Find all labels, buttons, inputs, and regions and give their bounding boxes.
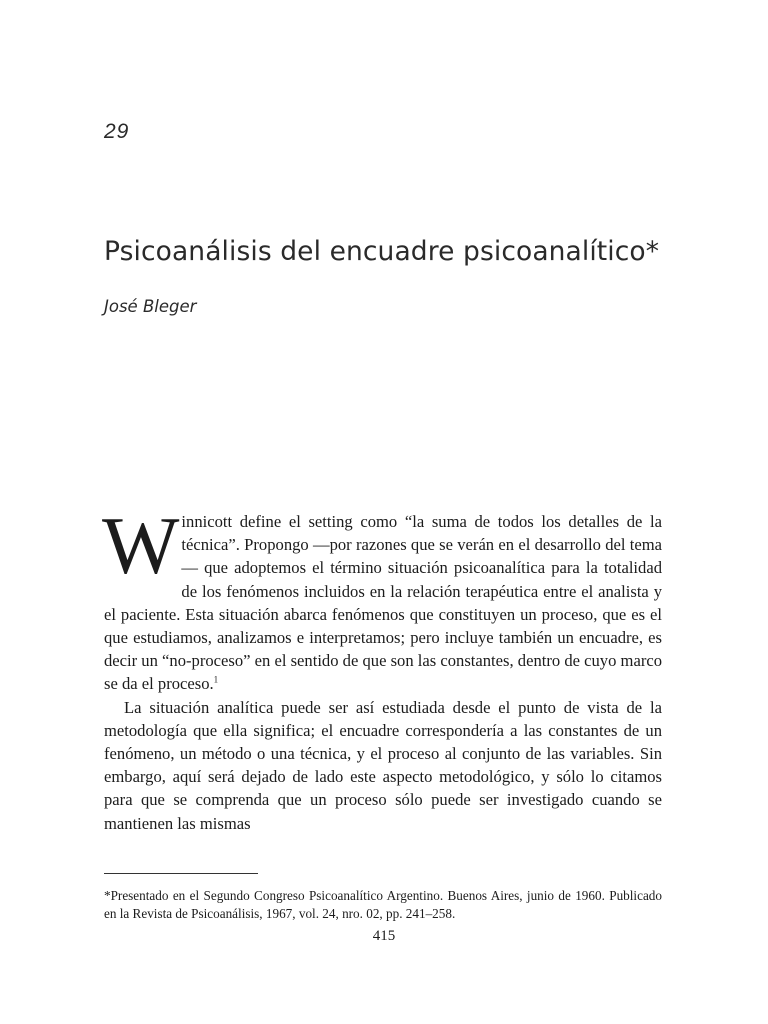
body-text xyxy=(102,500,663,835)
footnote-reference: 1 xyxy=(213,674,219,685)
paragraph-2: La situación analítica puede ser así estudiada desde el punto de vista de la metodología que ella significa; el encuadre correspondería a las constantes de un fenómeno, un método o una técnica, y el proceso al conjunto de las variables. Sin embargo, aquí será dejado de lado este aspecto metodológico, y sólo lo citamos para que se comprenda que un proceso sólo puede ser investigado cuando se mantienen las mismas xyxy=(104,697,662,833)
footnote: *Presentado en el Segundo Congreso Psicoanalítico Argentino. Buenos Aires, junio de 1960. Publicado en la Revista de Psicoanálisis, 1967, vol. 24, nro. 02, pp. 241–258. xyxy=(104,888,662,921)
drop-cap: W xyxy=(102,500,180,591)
author-name: José Bleger xyxy=(104,297,197,316)
chapter-title: Psicoanálisis del encuadre psicoanalítico* xyxy=(104,236,660,267)
chapter-number: 29 xyxy=(104,120,130,143)
paragraph-1-text: innicott define el setting como “la suma de todos los detalles de la técnica”. Propongo —por razones que se verán en el desarrollo del tema— que adoptemos el término situación psicoanalítica para la totalidad de los fenómenos incluidos en la relación terapéutica entre el analista y el paciente. Esta situación abarca fenómenos que constituyen un proceso, que es el que estudiamos, analizamos e interpretamos; pero incluye también un encuadre, es decir un “no-proceso” en el sentido de que son las constantes, dentro de cuyo marco se da el proceso. xyxy=(104,512,663,694)
page-number: 415 xyxy=(372,928,396,944)
paragraph-1 xyxy=(102,500,663,696)
footnote-rule xyxy=(104,873,258,874)
